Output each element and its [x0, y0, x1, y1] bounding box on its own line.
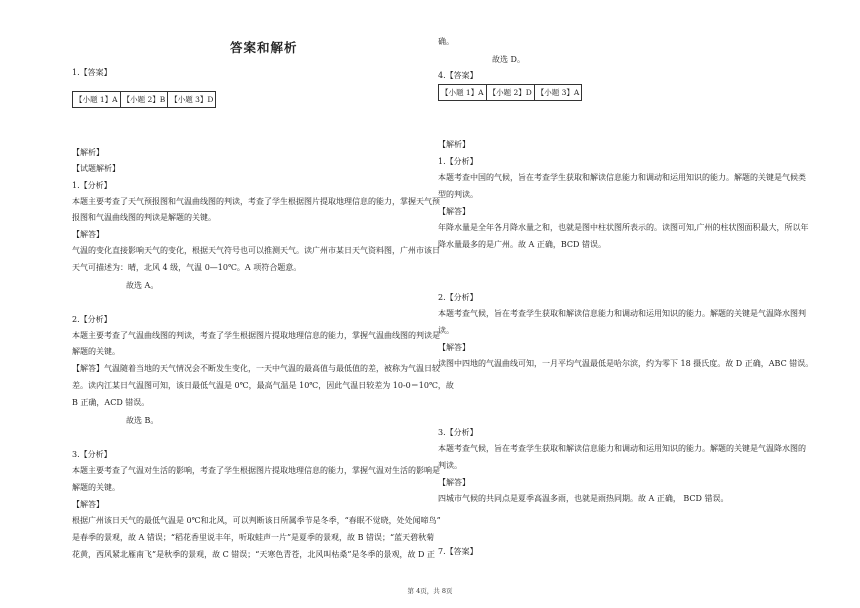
s2-text-line: 解题的关键。: [72, 347, 120, 356]
s3-text-line: 本题主要考查了气温对生活的影响，考查了学生根据图片提取地理信息的能力，掌握气温对生活的影响是: [72, 466, 440, 475]
page-footer: 第 4页，共 8页: [407, 587, 453, 595]
s1-text-line: 气温的变化直接影响天气的变化，根据天气符号也可以推测天气。读广州市某日天气资料图，广州市该日: [72, 246, 440, 255]
s2-text-line: 读图中四地的气温曲线可知，一月平均气温最低是哈尔滨，约为零下 18 摄氏度。故 D 正确，ABC 错误。: [438, 359, 814, 368]
s1-text-line: 天气可描述为：晴，北风 4 级，气温 0—10℃。A 项符合题意。: [72, 263, 302, 272]
s2-text-line: 【解答】气温随着当地的天气情况会不断发生变化，一天中气温的最高值与最低值的差，被称为气温日较: [72, 364, 440, 373]
page-title: 答案和解析: [230, 40, 298, 55]
s2-choice: 故选 B。: [126, 416, 159, 425]
s1-text-line: 年降水量是全年各月降水量之和，也就是图中柱状图所表示的。读图可知,广州的柱状图面积最大，所以年: [438, 223, 809, 232]
s1-text-line: 降水量最多的是广州。故 A 正确，BCD 错误。: [438, 240, 606, 249]
s1-text-line: 本题考查中国的气候，旨在考查学生获取和解读信息能力和调动和运用知识的能力。解题的关键是气候类: [438, 173, 806, 182]
q1-answer-cell-2: 【小题 2】B: [120, 92, 168, 108]
s1-text-line: 本题主要考查了天气预报图和气温曲线图的判读，考查了学生根据图片提取地理信息的能力，掌握天气预: [72, 197, 440, 206]
s3-solution-label: 【解答】: [438, 478, 470, 487]
s3-analysis-label: 3.【分析】: [438, 428, 478, 437]
s1-solution-label: 【解答】: [438, 207, 470, 216]
s1-analysis-label: 1.【分析】: [438, 157, 478, 166]
s2-text-line: 差。读内江某日气温图可知，该日最低气温是 0℃，最高气温是 10℃，因此气温日较差为 10-0＝10℃，故: [72, 381, 454, 390]
s2-analysis-label: 2.【分析】: [438, 293, 478, 302]
q1-answer-header: 1.【答案】: [72, 68, 112, 77]
test-analysis-label: 【试题解析】: [72, 164, 120, 173]
continued-text-line: 确。: [438, 37, 454, 46]
s3-text-line: 判读。: [438, 461, 462, 470]
s2-text-line: B 正确，ACD 错误。: [72, 398, 150, 407]
q4-answer-header: 4.【答案】: [438, 71, 478, 80]
analysis-label: 【解析】: [72, 148, 104, 157]
s1-text-line: 报图和气温曲线图的判读是解题的关键。: [72, 213, 216, 222]
q4-answer-cell-2: 【小题 2】D: [486, 85, 534, 101]
s1-analysis-label: 1.【分析】: [72, 181, 112, 190]
q4-answer-cell-1: 【小题 1】A: [439, 85, 487, 101]
s3-text-line: 本题考查气候，旨在考查学生获取和解读信息能力和调动和运用知识的能力。解题的关键是气温降水图的: [438, 444, 806, 453]
s3-text-line: 四城市气候的共同点是夏季高温多雨，也就是雨热同期。故 A 正确， BCD 错误。: [438, 494, 729, 503]
q1-answer-cell-3: 【小题 3】D: [168, 92, 216, 108]
s2-text-line: 读。: [438, 326, 454, 335]
s3-text-line: 是春季的景观，故 A 错误；“稻花香里说丰年，听取蛙声一片”是夏季的景观，故 B 错误；“蓝天碧秋菊: [72, 533, 435, 542]
s1-text-line: 型的判读。: [438, 190, 478, 199]
s2-solution-label: 【解答】: [438, 343, 470, 352]
s1-choice: 故选 A。: [126, 281, 159, 290]
s3-analysis-label: 3.【分析】: [72, 450, 112, 459]
s3-text-line: 根据广州该日天气的最低气温是 0℃和北风，可以判断该日所属季节是冬季，“春眠不觉晓，处处闻啼鸟”: [72, 516, 441, 525]
s1-solution-label: 【解答】: [72, 230, 104, 239]
q4-answer-table: [438, 84, 582, 101]
q1-answer-table: [72, 91, 216, 108]
s3-text-line: 解题的关键。: [72, 483, 120, 492]
choice-d: 故选 D。: [492, 55, 525, 64]
analysis-label: 【解析】: [438, 140, 470, 149]
q7-answer-header: 7.【答案】: [438, 547, 478, 556]
q4-answer-cell-3: 【小题 3】A: [534, 85, 582, 101]
s3-solution-label: 【解答】: [72, 500, 104, 509]
s2-text-line: 本题主要考查了气温曲线图的判读，考查了学生根据图片提取地理信息的能力，掌握气温曲线图的判读是: [72, 331, 440, 340]
s2-analysis-label: 2.【分析】: [72, 315, 112, 324]
s2-text-line: 本题考查气候，旨在考查学生获取和解读信息能力和调动和运用知识的能力。解题的关键是气温降水图判: [438, 309, 806, 318]
q1-answer-cell-1: 【小题 1】A: [73, 92, 121, 108]
s3-text-line: 花黄，西风紧北雁南飞”是秋季的景观，故 C 错误；“天寒色青苍，北风叫枯桑”是冬季的景观，故 D 正: [72, 550, 435, 559]
